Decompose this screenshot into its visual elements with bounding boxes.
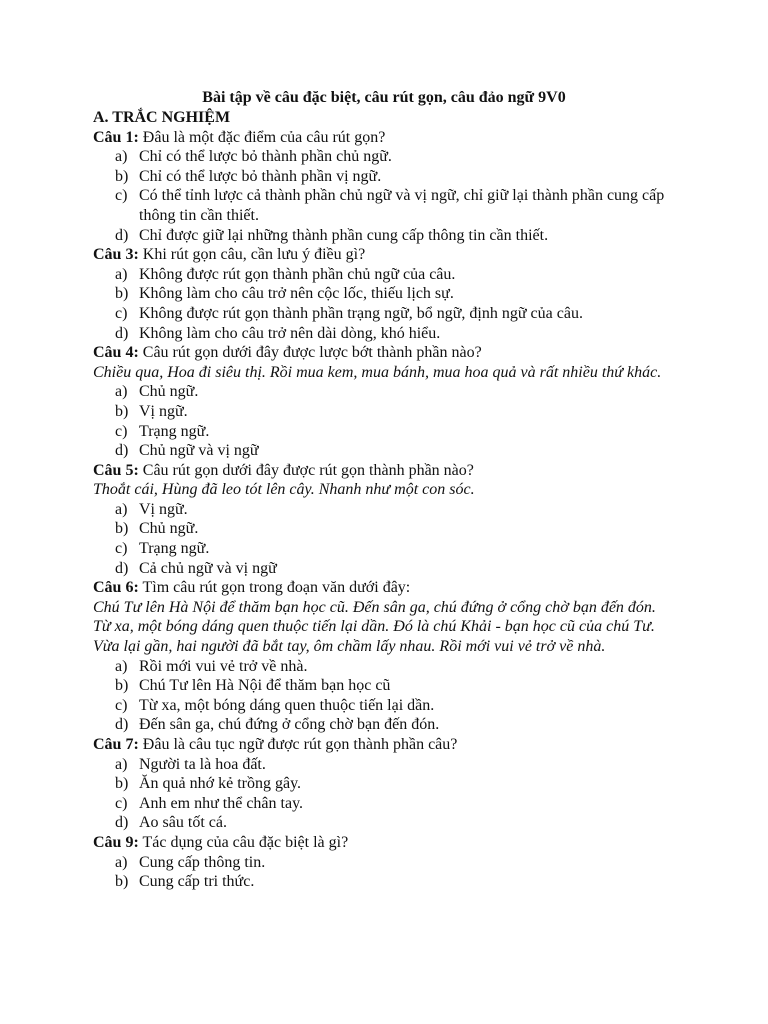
option-letter: d) — [115, 226, 129, 244]
question-text: Khi rút gọn câu, cần lưu ý điều gì? — [138, 246, 366, 264]
answer-option — [93, 853, 675, 873]
option-letter: b) — [115, 775, 129, 793]
question-stem — [93, 735, 675, 755]
question-stem — [93, 578, 675, 598]
answer-option — [93, 559, 675, 579]
document-title: Bài tập về câu đặc biệt, câu rút gọn, câu đảo ngữ 9V0 — [202, 89, 566, 106]
option-text: Cả chủ ngữ và vị ngữ — [139, 559, 277, 577]
option-text: Trạng ngữ. — [139, 540, 210, 558]
question-label: Câu 6: — [93, 579, 139, 597]
question-text: Câu rút gọn dưới đây được lược bớt thành phần nào? — [138, 344, 482, 362]
question-1 — [93, 128, 675, 246]
option-text: Chủ ngữ. — [139, 383, 199, 401]
answer-option — [93, 441, 675, 461]
option-text: Cung cấp thông tin. — [139, 853, 266, 871]
option-text: Trạng ngữ. — [139, 422, 210, 440]
answer-option — [93, 813, 675, 833]
document-body — [93, 108, 675, 892]
answer-option — [93, 539, 675, 559]
option-letter: d) — [115, 716, 129, 734]
option-letter: b) — [115, 285, 129, 303]
answer-option — [93, 657, 675, 677]
option-text: Ăn quả nhớ kẻ trồng gây. — [139, 775, 302, 793]
question-text: Đâu là câu tục ngữ được rút gọn thành phần câu? — [138, 736, 458, 753]
question-label: Câu 1: — [93, 128, 139, 146]
option-letter: c) — [115, 794, 128, 812]
question-text: Câu rút gọn dưới đây được rút gọn thành phần nào? — [138, 461, 474, 479]
option-letter: c) — [115, 422, 128, 440]
question-stem — [93, 128, 675, 148]
answer-option — [93, 304, 675, 324]
question-2 — [93, 245, 675, 343]
option-letter: a) — [115, 755, 128, 773]
answer-option — [93, 147, 675, 167]
question-stem — [93, 461, 675, 481]
option-letter: b) — [115, 520, 129, 538]
option-text: Cung cấp tri thức. — [139, 873, 255, 891]
option-text: Chủ ngữ. — [139, 520, 199, 538]
answer-option — [93, 715, 675, 735]
question-text: Tác dụng của câu đặc biệt là gì? — [138, 833, 349, 851]
answer-option — [93, 324, 675, 344]
question-6 — [93, 735, 675, 833]
question-3 — [93, 343, 675, 461]
option-letter: a) — [115, 657, 128, 675]
answer-option — [93, 794, 675, 814]
answer-option — [93, 226, 675, 246]
question-text: Đâu là một đặc điểm của câu rút gọn? — [138, 128, 386, 146]
question-label: Câu 5: — [93, 461, 139, 479]
option-letter: c) — [115, 187, 128, 205]
option-text: Chủ ngữ và vị ngữ — [139, 442, 259, 460]
question-7 — [93, 833, 675, 892]
option-letter: d) — [115, 324, 129, 342]
answer-option — [93, 265, 675, 285]
question-stem — [93, 833, 675, 853]
answer-option — [93, 872, 675, 892]
option-letter: b) — [115, 873, 129, 891]
option-text: Từ xa, một bóng dáng quen thuộc tiến lại dần. — [139, 696, 435, 714]
option-letter: c) — [115, 696, 128, 714]
question-passage: Chiều qua, Hoa đi siêu thị. Rồi mua kem, mua bánh, mua hoa quả và rất nhiều thứ khác. — [93, 363, 662, 381]
question-passage: Chú Tư lên Hà Nội để thăm bạn học cũ. Đến sân ga, chú đứng ở cổng chờ bạn đến đón. Từ xa, một bóng dáng quen thuộc tiến lại dần. Đó là chú Khải - bạn học cũ của chú Tư. Vừa lại gần, hai người đã bắt tay, ôm chầm lấy nhau. Rồi mới vui vẻ trở về nhà. — [93, 598, 656, 656]
question-passage: Thoắt cái, Hùng đã leo tót lên cây. Nhanh như một con sóc. — [93, 481, 475, 499]
option-text: Rồi mới vui vẻ trở về nhà. — [139, 657, 308, 675]
section-heading: A. TRẮC NGHIỆM — [93, 109, 231, 126]
option-letter: c) — [115, 304, 128, 322]
answer-option — [93, 422, 675, 442]
option-letter: a) — [115, 148, 128, 166]
option-text: Chỉ có thể lược bỏ thành phần chủ ngữ. — [139, 148, 392, 166]
option-letter: d) — [115, 559, 129, 577]
answer-option — [93, 402, 675, 422]
answer-option — [93, 774, 675, 794]
option-letter: a) — [115, 853, 128, 871]
answer-option — [93, 696, 675, 716]
option-text: Không được rút gọn thành phần trạng ngữ, bổ ngữ, định ngữ của câu. — [139, 304, 583, 322]
answer-option — [93, 167, 675, 187]
option-text: Không được rút gọn thành phần chủ ngữ của câu. — [139, 265, 456, 283]
option-text: Chỉ được giữ lại những thành phần cung cấp thông tin cần thiết. — [139, 226, 549, 244]
option-text: Không làm cho câu trở nên dài dòng, khó hiểu. — [139, 324, 441, 342]
question-stem — [93, 343, 675, 363]
answer-option — [93, 676, 675, 696]
answer-option — [93, 519, 675, 539]
question-label: Câu 9: — [93, 833, 139, 851]
option-text: Có thể tỉnh lược cả thành phần chủ ngữ và vị ngữ, chỉ giữ lại thành phần cung cấp thông tin cần thiết. — [139, 187, 665, 224]
option-text: Chỉ có thể lược bỏ thành phần vị ngữ. — [139, 167, 382, 185]
option-text: Không làm cho câu trở nên cộc lốc, thiếu lịch sự. — [139, 285, 454, 303]
option-text: Đến sân ga, chú đứng ở cổng chờ bạn đến đón. — [139, 716, 440, 734]
answer-option — [93, 284, 675, 304]
option-letter: a) — [115, 500, 128, 518]
option-text: Người ta là hoa đất. — [139, 755, 266, 773]
answer-option — [93, 755, 675, 775]
option-letter: b) — [115, 402, 129, 420]
answer-option — [93, 500, 675, 520]
option-letter: a) — [115, 265, 128, 283]
option-letter: b) — [115, 677, 129, 695]
option-letter: b) — [115, 167, 129, 185]
question-label: Câu 7: — [93, 736, 139, 753]
option-text: Ao sâu tốt cá. — [139, 814, 227, 832]
option-letter: c) — [115, 540, 128, 558]
question-4 — [93, 461, 675, 579]
option-text: Anh em như thể chân tay. — [139, 794, 304, 812]
question-text: Tìm câu rút gọn trong đoạn văn dưới đây: — [138, 579, 411, 597]
option-text: Vị ngữ. — [139, 500, 188, 518]
answer-option — [93, 186, 675, 225]
option-text: Vị ngữ. — [139, 402, 188, 420]
option-text: Chú Tư lên Hà Nội để thăm bạn học cũ — [139, 677, 391, 695]
option-letter: a) — [115, 383, 128, 401]
option-letter: d) — [115, 442, 129, 460]
answer-option — [93, 382, 675, 402]
question-label: Câu 4: — [93, 344, 139, 362]
question-5 — [93, 578, 675, 735]
option-letter: d) — [115, 814, 129, 832]
question-stem — [93, 245, 675, 265]
question-label: Câu 3: — [93, 246, 139, 264]
